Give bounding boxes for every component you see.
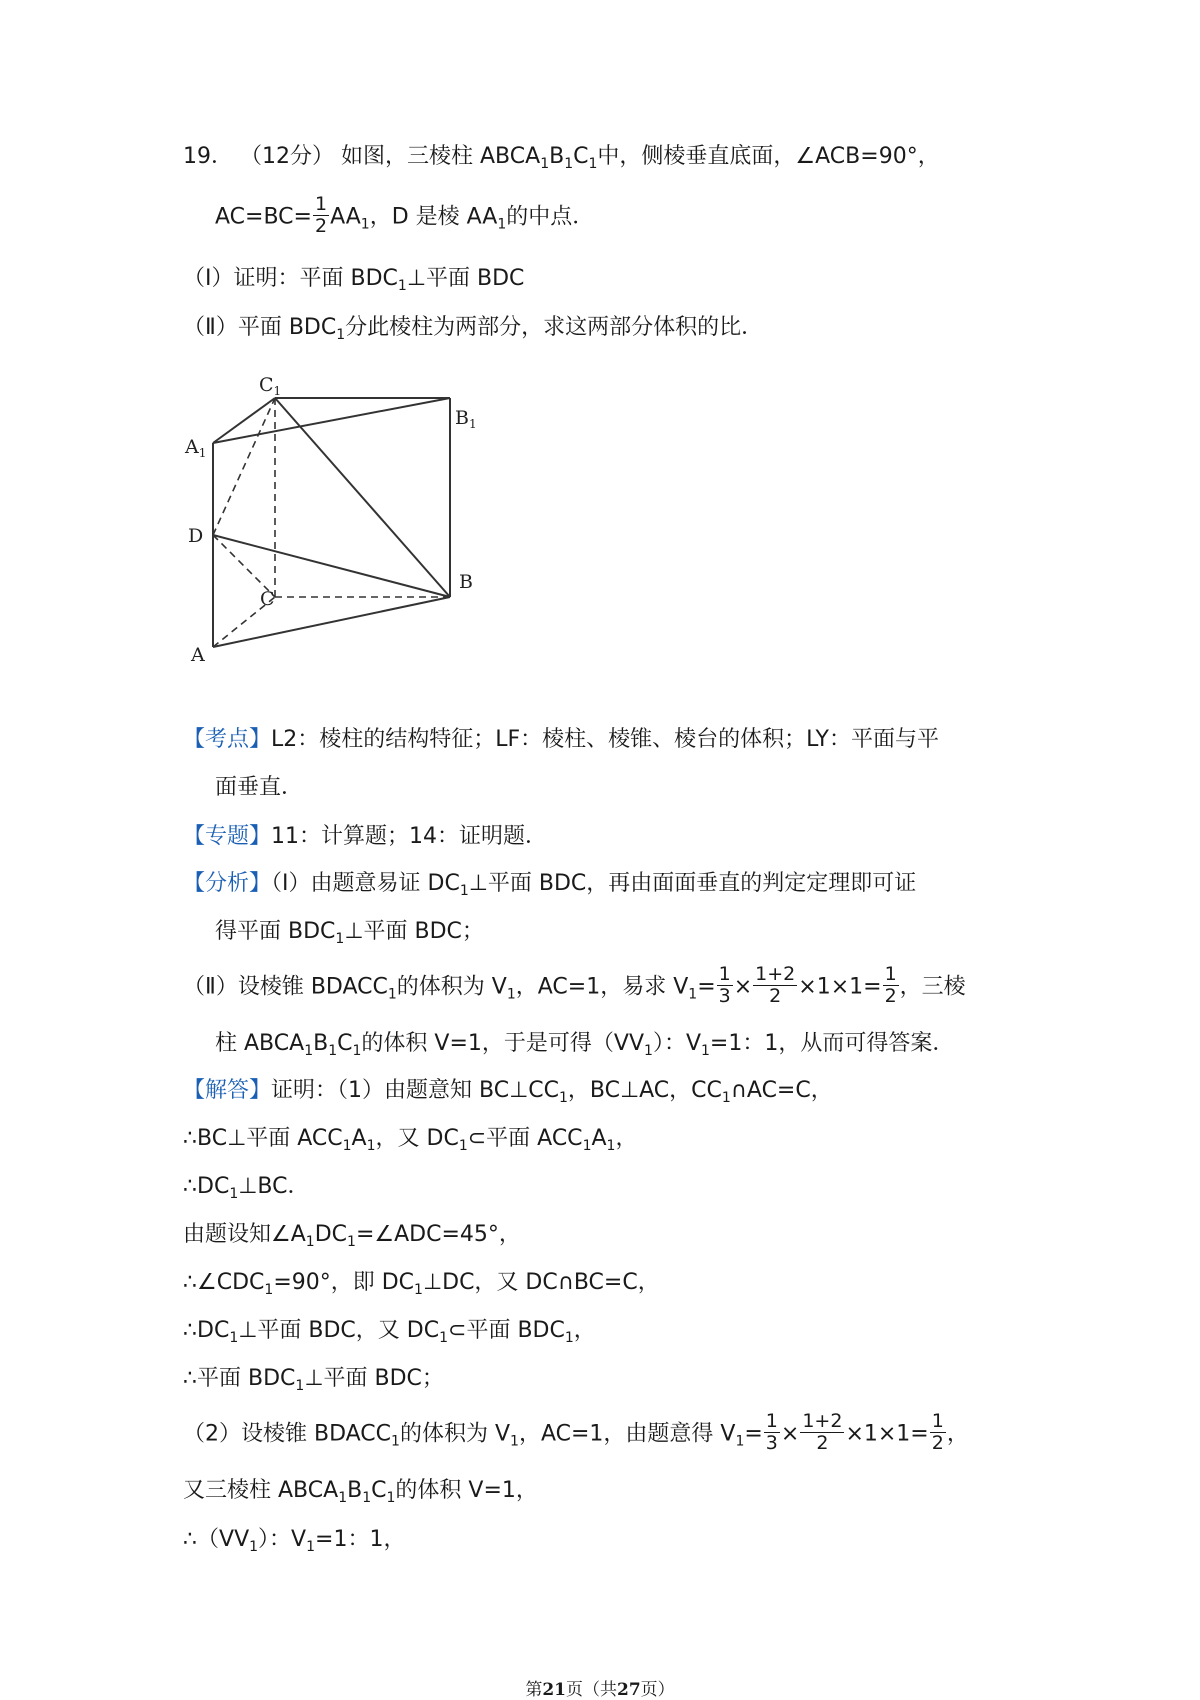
jieda-line-3: $\therefore DC_1\perp BC$．: [183, 1174, 310, 1202]
label-c: C: [260, 588, 275, 610]
kaodian-line-2: 面垂直．: [215, 775, 304, 800]
fraction-one-third: $\frac{1}{3}$: [765, 1410, 778, 1454]
page-footer: 第21页（共27页）: [525, 1680, 675, 1700]
jieda-line-8: （2）设棱锥 $BDACC_1$的体积为 $V_1$，AC=1，由题意得 $V_1=$ $\frac{1}{3}$ × $\frac{1+2}{2}$ ×1×1= $\frac{1}{2}$ ，: [183, 1410, 969, 1454]
jieda-line-7: ∴平面 $BDC_1\perp$平面 BDC；: [183, 1366, 444, 1394]
label-b: B: [459, 571, 473, 593]
fenxi-line-4: 柱 $ABCA_1B_1C_1$的体积 V=1，于是可得$(VV_1)$：$V_1=1$：1，从而可得答案．: [215, 1031, 955, 1059]
kaodian-tag: 【考点】: [183, 727, 272, 752]
problem-line-2: AC=BC= $\frac{1}{2}$ $AA_1$，D 是棱 $AA_1$的中点．: [215, 193, 595, 237]
fraction-one-third: $\frac{1}{3}$: [718, 963, 731, 1007]
fraction-three-halves: $\frac{1+2}{2}$: [755, 963, 796, 1007]
label-c1: $C_1$: [259, 374, 282, 398]
label-a: A: [191, 644, 205, 666]
problem-line-1: 19． （12分） 如图，三棱柱 $ABCA_1B_1C_1$中，侧棱垂直底面，∠ACB=90°，: [183, 144, 940, 172]
fenxi-line-3: （Ⅱ）设棱锥 $BDACC_1$的体积为 $V_1$，AC=1，易求 $V_1=$ $\frac{1}{3}$ × $\frac{1+2}{2}$ ×1×1= $\frac{1}{2}$ ，三棱: [183, 963, 966, 1007]
edge-d-c1: [213, 398, 275, 535]
label-d: D: [188, 525, 204, 547]
fraction-one-half: $\frac{1}{2}$: [314, 193, 328, 237]
fraction-one-half: $\frac{1}{2}$: [931, 1410, 944, 1454]
page-number: 21: [542, 1680, 566, 1700]
fraction-one-half: $\frac{1}{2}$: [884, 963, 897, 1007]
edge-d-b: [213, 535, 450, 597]
problem-score: （12分）: [240, 144, 334, 169]
zhuanti-line: 【专题】11：计算题；14：证明题．: [183, 824, 548, 849]
fenxi-line-2: 得平面 $BDC_1\perp$平面 BDC；: [215, 919, 484, 947]
jieda-line-5: $\therefore\angle CDC_1=90^\circ$，即 $DC_1\perp DC$，又 DC∩BC=C，: [183, 1270, 660, 1298]
jieda-line-1: 【解答】证明：（1）由题意知 $BC\perp CC_1$，BC⊥AC，$CC_1\cap AC=C$，: [183, 1078, 833, 1106]
jieda-line-2: ∴BC⊥平面 $ACC_1A_1$，又 $DC_1\subset$平面 $ACC_1A_1$，: [183, 1126, 638, 1154]
kaodian-line-1: 【考点】L2：棱柱的结构特征；LF：棱柱、棱锥、棱台的体积；LY：平面与平: [183, 727, 939, 752]
fenxi-line-1: 【分析】（Ⅰ）由题意易证 $DC_1\perp$平面 BDC，再由面面垂直的判定定理即可证: [183, 871, 917, 899]
page-total: 27: [617, 1680, 641, 1700]
edge-a1-b1: [213, 398, 450, 443]
zhuanti-tag: 【专题】: [183, 824, 272, 849]
edge-c1-b: [275, 398, 450, 597]
fenxi-tag: 【分析】: [183, 871, 272, 896]
fraction-three-halves: $\frac{1+2}{2}$: [802, 1410, 843, 1454]
problem-number: 19．: [183, 144, 233, 169]
problem-part-1: （Ⅰ）证明：平面 $BDC_1\perp$平面 BDC: [183, 266, 525, 294]
jieda-line-4: 由题设知$\angle A_1DC_1=\angle ADC=45^\circ$，: [183, 1222, 521, 1250]
label-b1: $B_1$: [455, 407, 477, 431]
label-a1: $A_1$: [185, 436, 207, 460]
jieda-line-6: $\therefore DC_1\perp$平面 BDC，又 $DC_1\subset$平面 $BDC_1$，: [183, 1318, 596, 1346]
prism-figure: [175, 360, 495, 670]
jieda-line-9: 又三棱柱 $ABCA_1B_1C_1$的体积 V=1，: [183, 1478, 538, 1506]
jieda-tag: 【解答】: [183, 1078, 272, 1103]
edge-a-b: [213, 597, 450, 647]
problem-part-2: （Ⅱ）平面 $BDC_1$分此棱柱为两部分，求这两部分体积的比．: [183, 315, 764, 343]
jieda-line-10: $\therefore(VV_1)$：$V_1=1$：1，: [183, 1527, 406, 1555]
